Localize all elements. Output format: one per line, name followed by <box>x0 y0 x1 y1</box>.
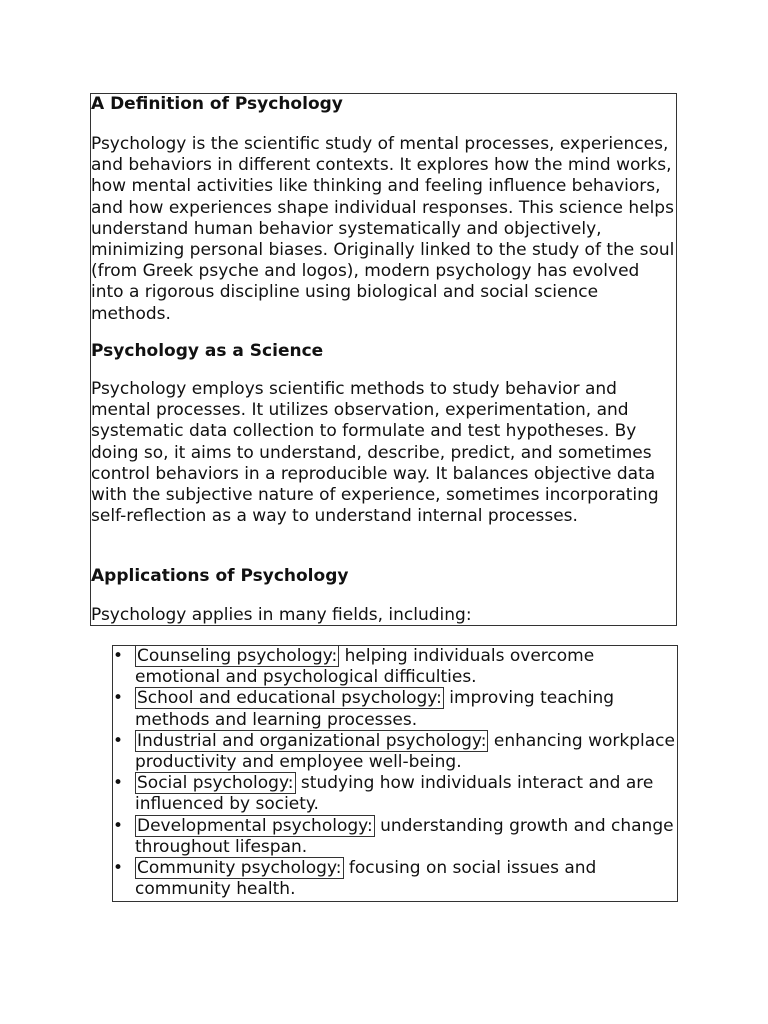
applications-list-box <box>112 645 678 902</box>
list-item-desc: helping individuals overcome emotional and psychological difficulties. <box>135 646 595 688</box>
bullet-icon: • <box>113 773 124 794</box>
bullet-icon: • <box>113 646 124 666</box>
list-item <box>113 688 675 730</box>
bullet-icon: • <box>113 688 124 709</box>
list-item-desc: understanding growth and change throughout lifespan. <box>135 815 674 857</box>
list-item <box>113 646 675 688</box>
section-title-science: Psychology as a Science <box>91 341 324 361</box>
list-item <box>113 858 675 900</box>
applications-list <box>113 646 677 900</box>
list-item <box>113 731 675 773</box>
section-title-applications: Applications of Psychology <box>91 566 349 586</box>
list-item-term: Counseling psychology: <box>137 646 338 666</box>
list-item-term: Developmental psychology: <box>137 815 373 836</box>
list-item-desc: enhancing workplace productivity and employee well-being. <box>135 730 675 773</box>
list-item-term: Community psychology: <box>137 858 342 879</box>
bullet-icon: • <box>113 815 124 836</box>
list-item-term: Social psychology: <box>137 773 294 794</box>
list-item-term: School and educational psychology: <box>137 688 442 709</box>
bullet-icon: • <box>113 730 124 751</box>
section-title-definition: A Definition of Psychology <box>91 94 343 114</box>
list-item-desc: focusing on social issues and community health. <box>135 858 597 900</box>
list-item <box>113 816 675 858</box>
section-body-definition: Psychology is the scientific study of mental processes, experiences, and behaviors in different contexts. It explores how the mind works, how mental activities like thinking and feeling influence behaviors, and how experiences shape individual responses. This science helps understand human behavior systematically and objectively, minimizing personal biases. Originally linked to the study of the soul (from Greek psyche and logos), modern psychology has evolved into a rigorous discipline using biological and social science methods. <box>91 134 675 324</box>
bullet-icon: • <box>113 858 124 879</box>
section-body-science: Psychology employs scientific methods to study behavior and mental processes. It utilizes observation, experimentation, and systematic data collection to formulate and test hypotheses. By doing so, it aims to understand, describe, predict, and sometimes control behaviors in a reproducible way. It balances objective data with the subjective nature of experience, sometimes incorporating self-reflection as a way to understand internal processes. <box>91 379 659 527</box>
list-item-desc: improving teaching methods and learning processes. <box>135 688 615 730</box>
section-body-applications: Psychology applies in many fields, including: <box>91 605 472 625</box>
content-box <box>90 93 677 626</box>
list-item-term: Industrial and organizational psychology: <box>137 730 487 751</box>
list-item <box>113 773 675 815</box>
list-item-desc: studying how individuals interact and are influenced by society. <box>135 773 654 815</box>
